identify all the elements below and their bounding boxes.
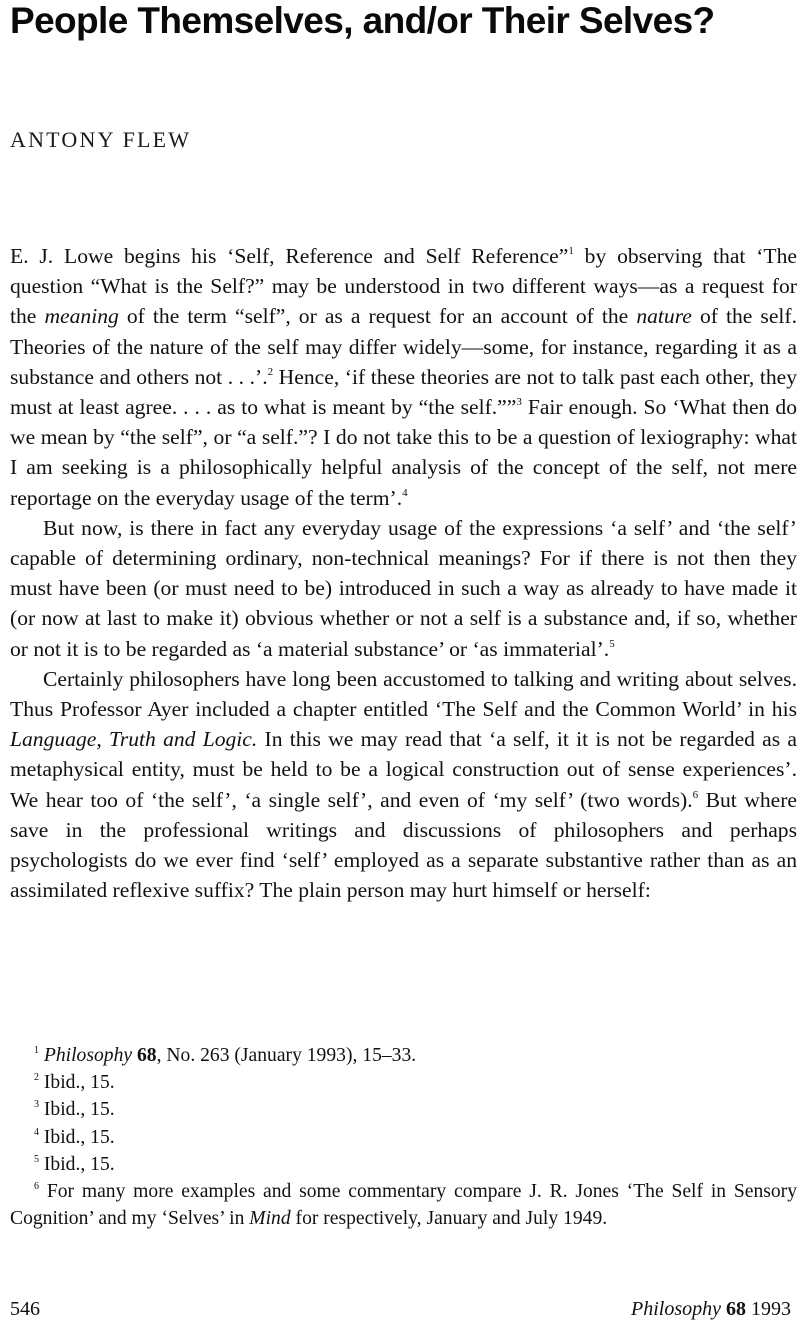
footnote-number: 6 [34,1181,39,1193]
journal-name: Philosophy [631,1298,721,1320]
page-number: 546 [10,1298,40,1320]
footnote-ref: 2 [267,365,274,378]
footnote: $^4$ Ibid., 15. [34,1126,115,1148]
footnote-ref: 4 [402,486,408,499]
running-footer [631,1297,791,1321]
footnotes [10,1042,797,1232]
footnote: $^3$ Ibid., 15. [34,1099,115,1121]
footnote-ref: 1 [568,245,574,257]
bold-text: 68 [136,1045,157,1066]
paragraph: Certainly philosophers have long been accustomed to talking and writing about selves. Thus Professor Ayer included a chapter entitled ‘The Self and the Common World’ in his Language, Truth and Logic. In this we may read that ‘a self, it it is not be regarded as a metaphysical entity, must be held to be a logical construction out of sense experiences’. We hear too of ‘the self’, ‘a single self’, and even of ‘my self’ (two words).$^6$ But where save in the professional writings and discussions of philosophers and perhaps psychologists do we ever find ‘self’ employed as a separate substantive rather than as an assimilated reflexive suffix? The plain person may hurt himself or herself: [10,666,797,903]
journal-volume: 68 [726,1298,746,1320]
italic-text: Mind [249,1208,291,1230]
body-text [10,241,797,905]
paragraph: E. J. Lowe begins his ‘Self, Reference and Self Reference”$^1$ by observing that ‘The question “What is the Self?” may be understood in two different ways—as a request for the meaning of the term “self”, or as a request for an account of the nature of the self. Theories of the nature of the self may differ widely—some, for instance, regarding it as a substance and others not . . .’.$^2$ Hence, ‘if these theories are not to talk past each other, they must at least agree. . . . as to what is meant by “the self.””$^3$ Fair enough. So ‘What then do we mean by “the self”, or “a self.”? I do not take this to be a question of lexiography: what I am seeking is a philosophically helpful analysis of the concept of the self, not mere reportage on the everyday usage of the term’.$^4$ [10,244,798,510]
paragraph: But now, is there in fact any everyday usage of the expressions ‘a self’ and ‘the self’ capable of determining ordinary, non-technical meanings? For if there is not then they must have been (or must need to be) introduced in such a way as already to have made it (or now at last to make it) obvious whether or not a self is a substance and, if so, whether or not it is to be regarded as ‘a material substance’ or ‘as immaterial’.$^5$ [10,515,797,661]
footnote: $^6$ For many more examples and some commentary compare J. R. Jones ‘The Self in Sensory Cognition’ and my ‘Selves’ in Mind for respectively, January and July 1949. [10,1181,797,1230]
footnote-number: 1 [34,1045,39,1056]
italic-text: Language, Truth and Logic. [10,727,258,752]
journal-year: 1993 [751,1298,791,1320]
footnote-number: 2 [34,1072,39,1084]
footnote: $^5$ Ibid., 15. [34,1153,115,1175]
article-author: ANTONY FLEW [10,127,192,152]
footnote: $^1$ Philosophy 68, No. 263 (January 1993), 15–33. [34,1045,417,1066]
footnote-number: 4 [34,1126,39,1138]
footnote-number: 5 [34,1153,39,1165]
italic-text: meaning [44,304,119,329]
footnote-number: 3 [34,1099,39,1111]
article-title: People Themselves, and/or Their Selves? [10,0,715,41]
italic-text: Philosophy [43,1045,133,1066]
italic-text: nature [636,304,692,329]
footnote: $^2$ Ibid., 15. [34,1072,115,1094]
footnote-ref: 6 [692,788,699,801]
footnote-ref: 5 [609,637,615,650]
footnote-ref: 3 [516,396,522,409]
